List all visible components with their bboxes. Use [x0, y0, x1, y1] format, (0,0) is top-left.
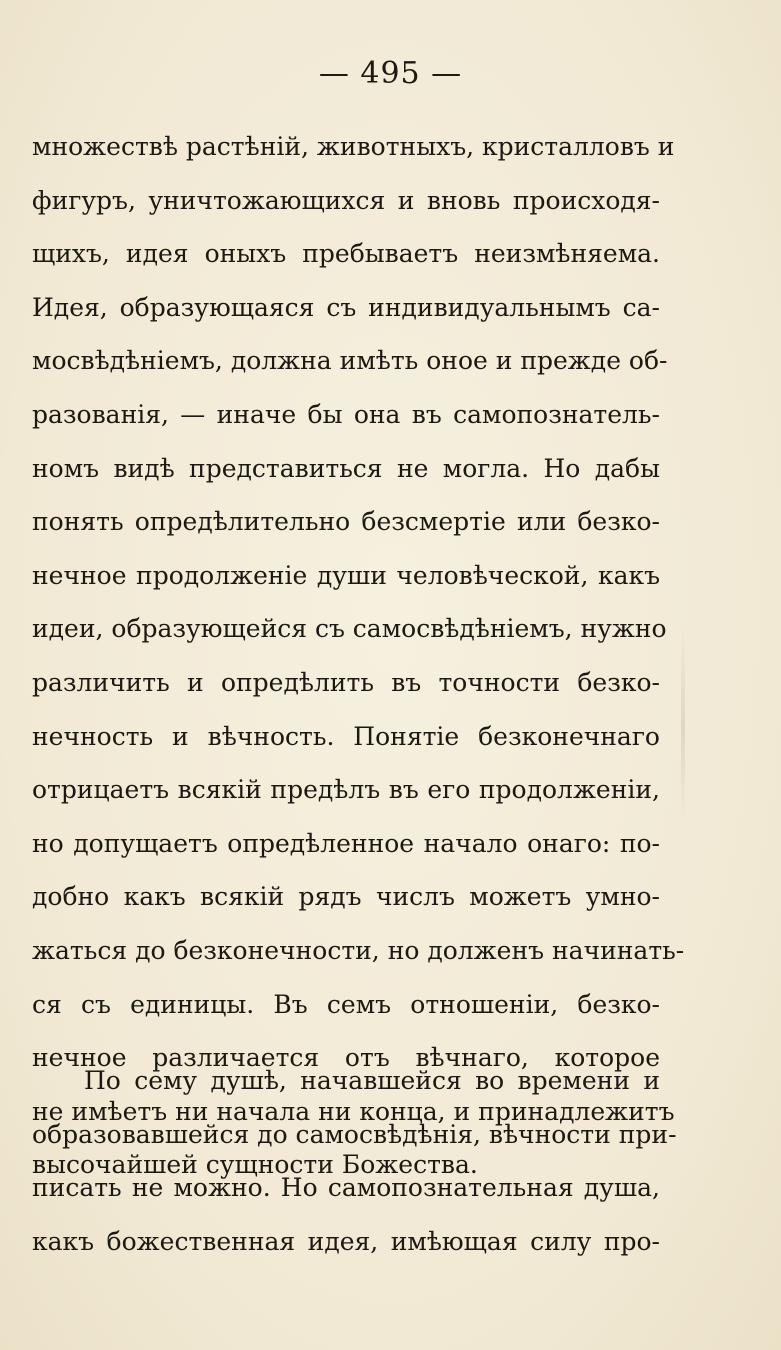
- text-line: не имѣетъ ни начала ни конца, и принадлежитъ: [32, 1096, 675, 1126]
- paragraph-2: [32, 1054, 677, 1268]
- text-line: номъ видѣ представиться не могла. Но дабы: [32, 453, 660, 483]
- text-line: По сему душѣ, начавшейся во времени и: [84, 1066, 660, 1095]
- text-line: понять опредѣлительно безсмертіе или безко-: [32, 507, 660, 537]
- text-line: Идея, образующаяся съ индивидуальнымъ са-: [32, 292, 660, 322]
- text-line: писать не можно. Но самопознательная душа,: [32, 1173, 660, 1203]
- text-line: но допущаетъ опредѣленное начало онаго: по-: [32, 828, 660, 858]
- text-line: идеи, образующейся съ самосвѣдѣніемъ, нужно: [32, 614, 667, 644]
- text-line: различить и опредѣлить въ точности безко-: [32, 667, 660, 697]
- paragraph-1: [32, 120, 685, 1192]
- text-line: высочайшей сущности Божества.: [32, 1150, 478, 1180]
- text-line: добно какъ всякій рядъ числъ можетъ умно-: [32, 882, 660, 912]
- text-line: образовавшейся до самосвѣдѣнія, вѣчности при-: [32, 1119, 677, 1149]
- text-line: ся съ единицы. Въ семъ отношеніи, безко-: [32, 989, 660, 1019]
- text-line: разованія, — иначе бы она въ самопознатель-: [32, 399, 660, 429]
- text-line: щихъ, идея оныхъ пребываетъ неизмѣняема.: [32, 239, 660, 269]
- text-line: мосвѣдѣніемъ, должна имѣть оное и прежде об-: [32, 346, 668, 376]
- text-line: отрицаетъ всякій предѣлъ въ его продолженіи,: [32, 775, 660, 805]
- text-line: множествѣ растѣній, животныхъ, кристалловъ и: [32, 132, 675, 161]
- page-number: — 495 —: [318, 56, 463, 91]
- page-edge-shadow: [681, 625, 685, 825]
- text-line: нечное продолженіе души человѣческой, какъ: [32, 560, 660, 590]
- text-line: жаться до безконечности, но долженъ начинать-: [32, 935, 685, 965]
- text-line: фигуръ, уничтожающихся и вновь происходя-: [32, 185, 660, 215]
- text-line: какъ божественная идея, имѣющая силу про-: [32, 1226, 660, 1256]
- text-line: нечное различается отъ вѣчнаго, которое: [32, 1043, 660, 1073]
- text-line: нечность и вѣчность. Понятіе безконечнаго: [32, 721, 660, 751]
